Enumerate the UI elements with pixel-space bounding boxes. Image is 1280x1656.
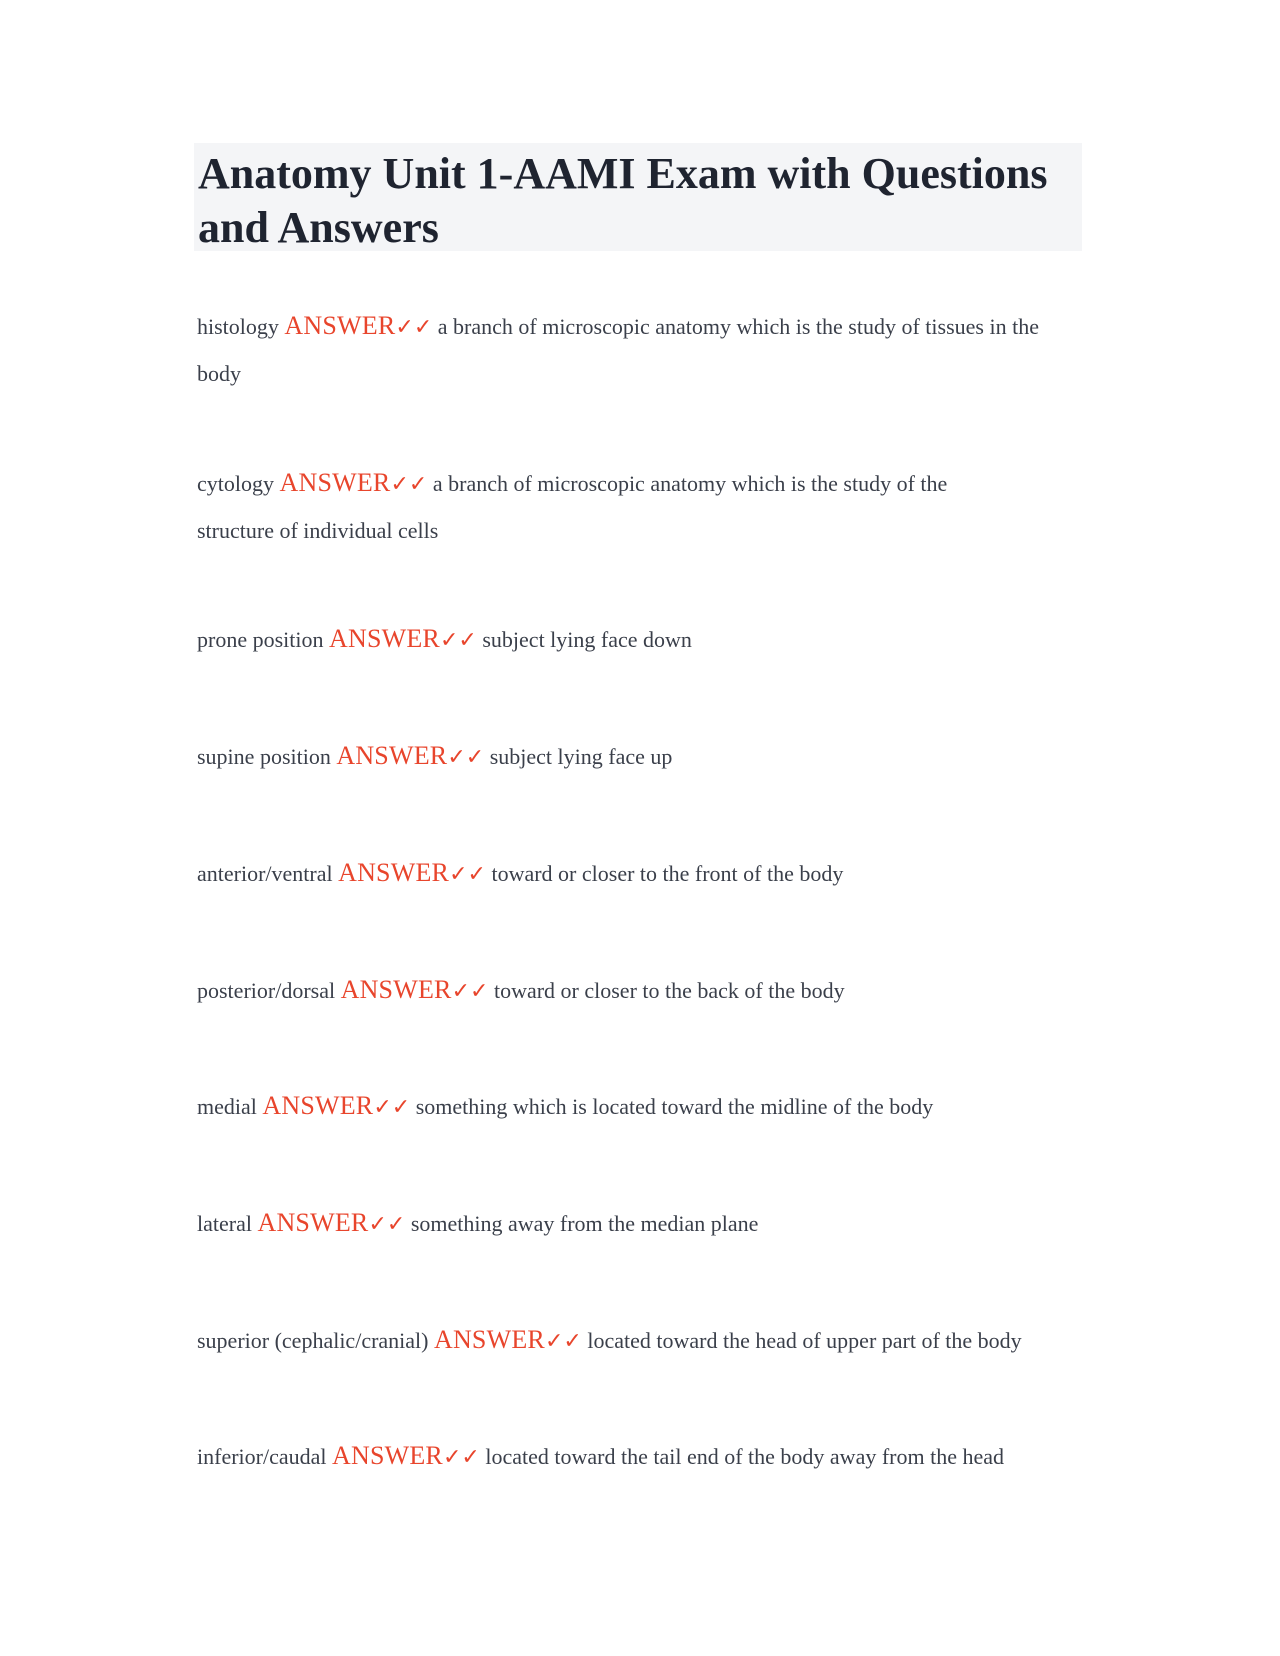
qa-entry-lateral bbox=[197, 1199, 1097, 1247]
page-title: Anatomy Unit 1-AAMI Exam with Questions and Answers bbox=[198, 149, 1048, 252]
answer-marker: ANSWER✓✓ bbox=[340, 975, 489, 1004]
entry-term: anterior/ventral bbox=[197, 861, 333, 886]
entry-definition: toward or closer to the front of the body bbox=[491, 861, 844, 886]
qa-entry-prone-position bbox=[197, 615, 1097, 663]
check-marks-icon: ✓✓ bbox=[390, 471, 428, 496]
entry-term: histology bbox=[197, 314, 279, 339]
entry-definition: a branch of microscopic anatomy which is the study of the structure of individual cells bbox=[197, 471, 948, 543]
entry-term: inferior/caudal bbox=[197, 1444, 327, 1469]
answer-marker: ANSWER✓✓ bbox=[433, 1325, 582, 1354]
check-marks-icon: ✓✓ bbox=[395, 314, 433, 339]
qa-entry-inferior-caudal bbox=[197, 1432, 1117, 1480]
qa-entry-cytology bbox=[197, 459, 1017, 554]
entry-term: lateral bbox=[197, 1211, 252, 1236]
check-marks-icon: ✓✓ bbox=[442, 1444, 480, 1469]
answer-marker: ANSWER✓✓ bbox=[332, 1441, 480, 1470]
check-marks-icon: ✓✓ bbox=[449, 861, 486, 886]
qa-entry-medial bbox=[197, 1082, 1097, 1130]
check-marks-icon: ✓✓ bbox=[544, 1328, 582, 1353]
entry-definition: subject lying face up bbox=[489, 744, 673, 769]
answer-marker: ANSWER✓✓ bbox=[284, 311, 433, 340]
entry-definition: something which is located toward the midline of the body bbox=[415, 1094, 934, 1119]
entry-definition: located toward the tail end of the body away from the head bbox=[485, 1444, 1005, 1469]
answer-marker: ANSWER✓✓ bbox=[279, 468, 428, 497]
check-marks-icon: ✓✓ bbox=[439, 627, 477, 652]
entry-definition: located toward the head of upper part of the body bbox=[587, 1328, 1022, 1353]
qa-entry-superior bbox=[197, 1316, 1117, 1364]
entry-term: posterior/dorsal bbox=[197, 978, 336, 1003]
answer-marker: ANSWER✓✓ bbox=[336, 741, 485, 770]
check-marks-icon: ✓✓ bbox=[451, 978, 489, 1003]
entry-term: supine position bbox=[197, 744, 331, 769]
title-banner bbox=[194, 143, 1082, 251]
entry-term: superior (cephalic/cranial) bbox=[197, 1328, 429, 1353]
qa-entry-posterior-dorsal bbox=[197, 966, 1097, 1014]
answer-marker: ANSWER✓✓ bbox=[338, 858, 486, 887]
check-marks-icon: ✓✓ bbox=[447, 744, 485, 769]
check-marks-icon: ✓✓ bbox=[368, 1211, 406, 1236]
qa-entry-histology bbox=[197, 302, 1077, 397]
entry-term: medial bbox=[197, 1094, 257, 1119]
check-marks-icon: ✓✓ bbox=[373, 1094, 411, 1119]
answer-marker: ANSWER✓✓ bbox=[329, 624, 477, 653]
answer-marker: ANSWER✓✓ bbox=[257, 1208, 406, 1237]
entry-term: prone position bbox=[197, 627, 324, 652]
entry-definition: subject lying face down bbox=[482, 627, 692, 652]
qa-entry-supine-position bbox=[197, 732, 1097, 780]
entry-definition: something away from the median plane bbox=[410, 1211, 759, 1236]
entry-definition: toward or closer to the back of the body bbox=[493, 978, 845, 1003]
qa-entry-anterior-ventral bbox=[197, 849, 1097, 897]
answer-marker: ANSWER✓✓ bbox=[262, 1091, 411, 1120]
entry-definition: a branch of microscopic anatomy which is the study of tissues in the body bbox=[197, 314, 1039, 386]
entry-term: cytology bbox=[197, 471, 274, 496]
